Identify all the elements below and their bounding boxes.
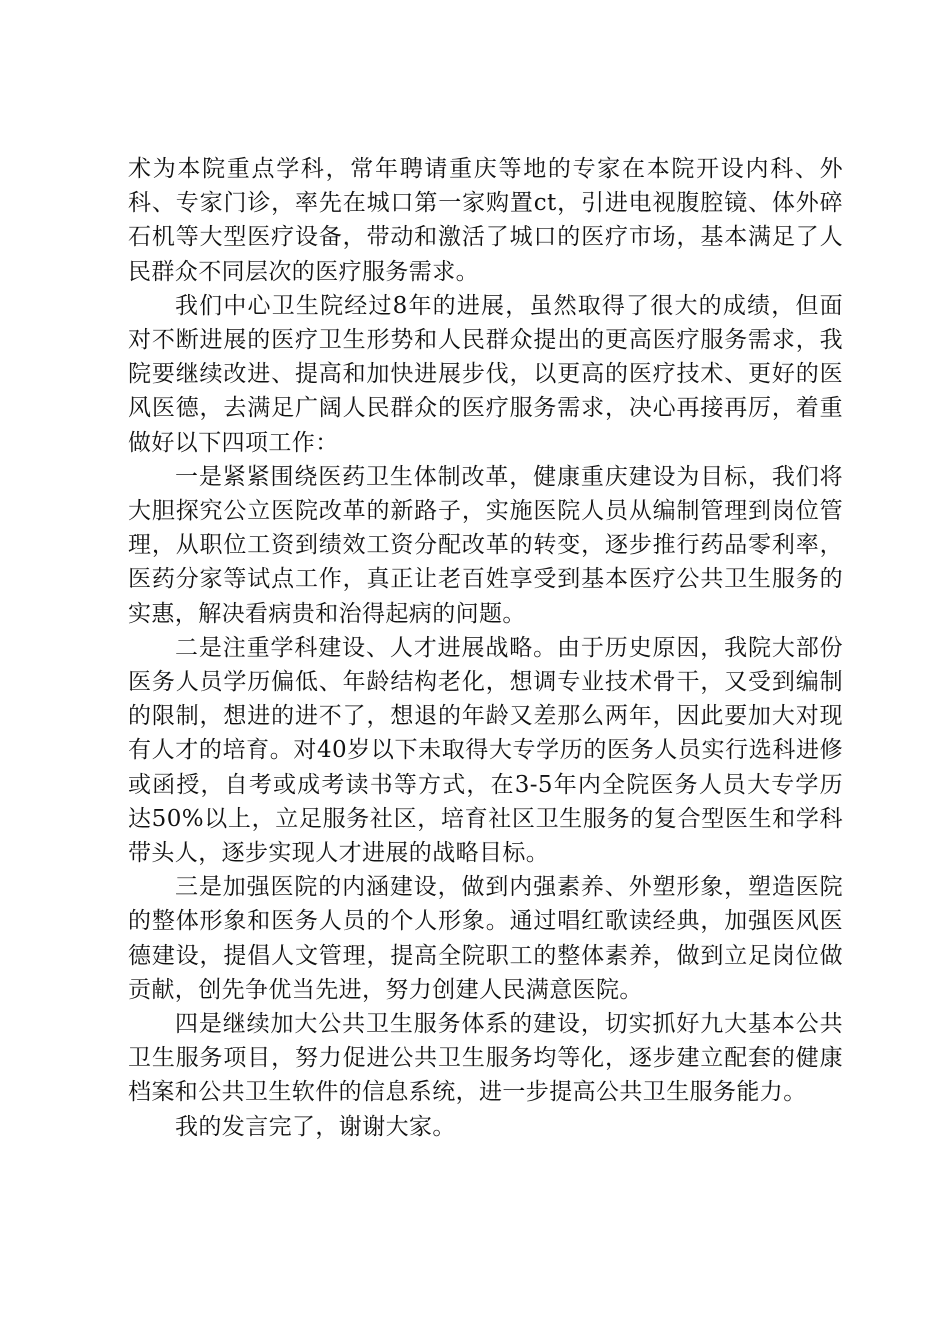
paragraph-task-one: 一是紧紧围绕医药卫生体制改革，健康重庆建设为目标，我们将大胆探究公立医院改革的新路子，实施医院人员从编制管理到岗位管理，从职位工资到绩效工资分配改革的转变，逐步推行药品零利率，医药分家等试点工作，真正让老百姓享受到基本医疗公共卫生服务的实惠，解决看病贵和治得起病的问题。: [128, 463, 843, 627]
paragraph-task-four: 四是继续加大公共卫生服务体系的建设，切实抓好九大基本公共卫生服务项目，努力促进公共卫生服务均等化，逐步建立配套的健康档案和公共卫生软件的信息系统，进一步提高公共卫生服务能力。: [128, 1011, 843, 1106]
paragraph-task-two: 二是注重学科建设、人才进展战略。由于历史原因，我院大部份医务人员学历偏低、年龄结构老化，想调专业技术骨干，又受到编制的限制，想进的进不了，想退的年龄又差那么两年，因此要加大对现有人才的培育。对40岁以下未取得大专学历的医务人员实行选科进修或函授，自考或成考读书等方式，在3-5年内全院医务人员大专学历达50%以上，立足服务社区，培育社区卫生服务的复合型医生和学科带头人，逐步实现人才进展的战略目标。: [128, 634, 843, 867]
paragraph-progress-summary: 我们中心卫生院经过8年的进展，虽然取得了很大的成绩，但面对不断进展的医疗卫生形势和人民群众提出的更高医疗服务需求，我院要继续改进、提高和加快进展步伐，以更高的医疗技术、更好的医风医德，去满足广阔人民群众的医疗服务需求，决心再接再厉，着重做好以下四项工作：: [128, 292, 843, 456]
paragraph-continuation: 术为本院重点学科，常年聘请重庆等地的专家在本院开设内科、外科、专家门诊，率先在城口第一家购置ct，引进电视腹腔镜、体外碎石机等大型医疗设备，带动和激活了城口的医疗市场，基本满足了人民群众不同层次的医疗服务需求。: [128, 156, 843, 285]
document-body: [128, 152, 843, 1144]
paragraph-closing: 我的发言完了，谢谢大家。: [175, 1113, 456, 1140]
paragraph-task-three: 三是加强医院的内涵建设，做到内强素养、外塑形象，塑造医院的整体形象和医务人员的个人形象。通过唱红歌读经典，加强医风医德建设，提倡人文管理，提高全院职工的整体素养，做到立足岗位做贡献，创先争优当先进，努力创建人民满意医院。: [128, 874, 843, 1003]
